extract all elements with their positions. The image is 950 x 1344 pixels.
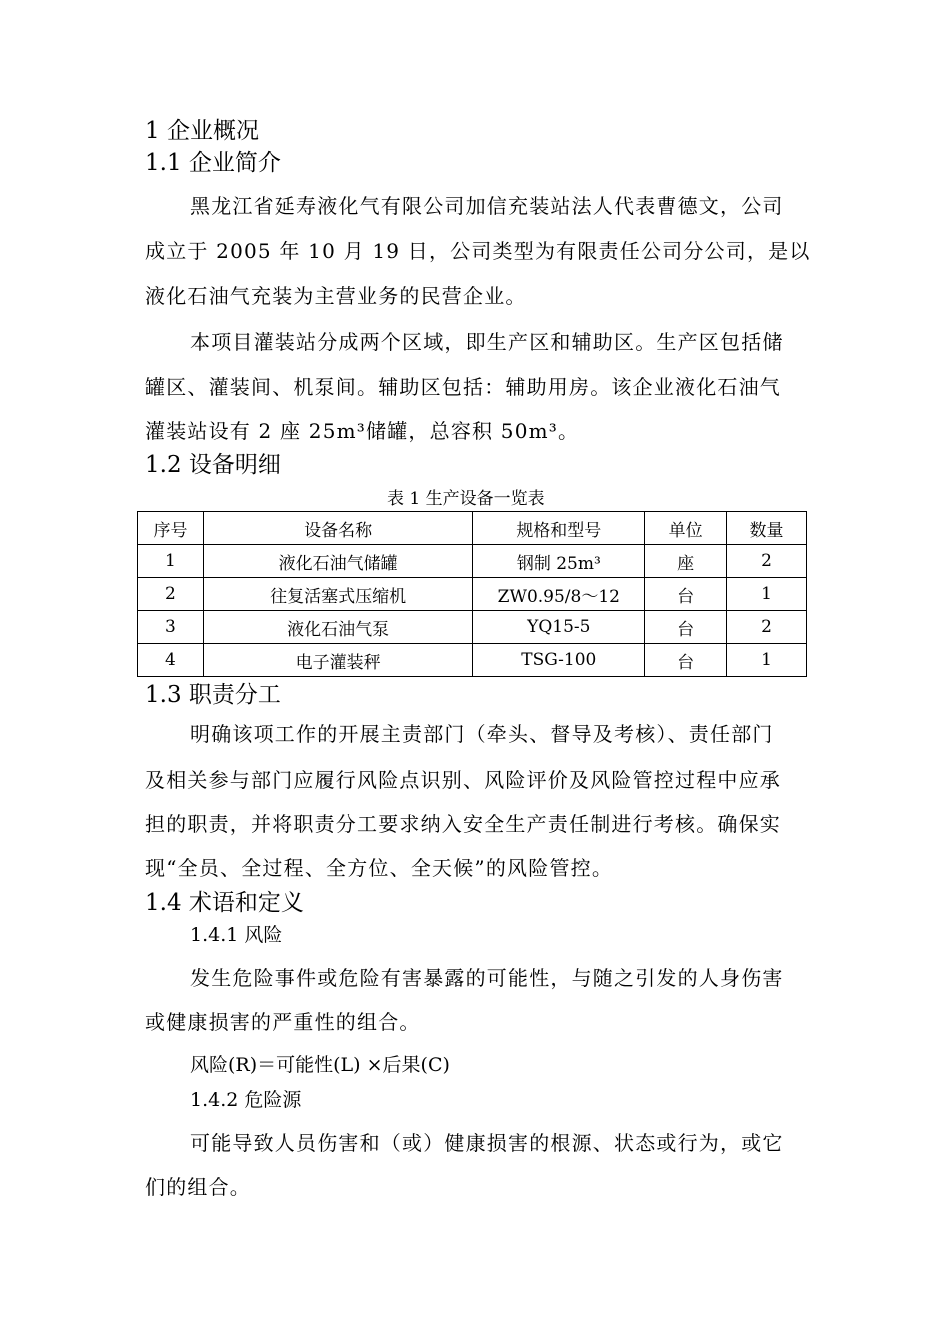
table-cell: ZW0.95/8～12 (473, 578, 645, 611)
table-cell: 电子灌装秤 (203, 644, 473, 677)
column-header: 设备名称 (203, 512, 473, 545)
column-header: 规格和型号 (473, 512, 645, 545)
table-cell: 3 (138, 611, 204, 644)
section-1-4-title: 1.4 术语和定义 (145, 890, 304, 916)
table-row (138, 611, 807, 644)
table-header-row (138, 512, 807, 545)
table-row (138, 545, 807, 578)
table-cell: 1 (727, 644, 807, 677)
paragraph-line: 可能导致人员伤害和（或）健康损害的根源、状态或行为，或它 (190, 1131, 784, 1155)
table-cell: 钢制 25m³ (473, 545, 645, 578)
paragraph-line: 黑龙江省延寿液化气有限公司加信充装站法人代表曹德文，公司 (190, 194, 784, 218)
table-cell: 座 (645, 545, 727, 578)
table-row (138, 644, 807, 677)
section-1-1-title: 1.1 企业简介 (145, 150, 281, 176)
table-cell: 台 (645, 644, 727, 677)
table-cell: 4 (138, 644, 204, 677)
section-1-title: 1 企业概况 (145, 118, 259, 144)
table-cell: 2 (727, 545, 807, 578)
column-header: 单位 (645, 512, 727, 545)
paragraph-line: 明确该项工作的开展主责部门（牵头、督导及考核）、责任部门 (190, 722, 774, 746)
paragraph-line: 或健康损害的严重性的组合。 (145, 1010, 421, 1034)
paragraph-line: 罐区、灌装间、机泵间。辅助区包括：辅助用房。该企业液化石油气 (145, 375, 781, 399)
section-1-2-title: 1.2 设备明细 (145, 452, 281, 478)
table-cell: 台 (645, 578, 727, 611)
paragraph-line: 本项目灌装站分成两个区域，即生产区和辅助区。生产区包括储 (190, 330, 784, 354)
table-cell: YQ15-5 (473, 611, 645, 644)
risk-formula: 风险(R)＝可能性(L) ×后果(C) (190, 1054, 450, 1076)
table-cell: 2 (138, 578, 204, 611)
table-cell: 1 (138, 545, 204, 578)
paragraph-line: 及相关参与部门应履行风险点识别、风险评价及风险管控过程中应承 (145, 768, 781, 792)
column-header: 序号 (138, 512, 204, 545)
paragraph-line: 担的职责，并将职责分工要求纳入安全生产责任制进行考核。确保实 (145, 812, 781, 836)
paragraph-line: 灌装站设有 2 座 25m³储罐，总容积 50m³。 (145, 419, 580, 443)
table-cell: 往复活塞式压缩机 (203, 578, 473, 611)
table-caption: 表 1 生产设备一览表 (387, 489, 545, 509)
table-cell: TSG-100 (473, 644, 645, 677)
table-cell: 台 (645, 611, 727, 644)
paragraph-line: 现“全员、全过程、全方位、全天候”的风险管控。 (145, 856, 614, 880)
paragraph-line: 液化石油气充装为主营业务的民营企业。 (145, 284, 527, 308)
table-cell: 液化石油气泵 (203, 611, 473, 644)
paragraph-line: 发生危险事件或危险有害暴露的可能性，与随之引发的人身伤害 (190, 966, 784, 990)
subsection-1-4-1-title: 1.4.1 风险 (190, 924, 283, 946)
table-cell: 液化石油气储罐 (203, 545, 473, 578)
paragraph-line: 们的组合。 (145, 1175, 251, 1199)
section-1-3-title: 1.3 职责分工 (145, 682, 281, 708)
table-cell: 2 (727, 611, 807, 644)
table-cell: 1 (727, 578, 807, 611)
column-header: 数量 (727, 512, 807, 545)
table-row (138, 578, 807, 611)
paragraph-line: 成立于 2005 年 10 月 19 日，公司类型为有限责任公司分公司，是以 (145, 239, 811, 263)
equipment-table (137, 511, 807, 677)
subsection-1-4-2-title: 1.4.2 危险源 (190, 1089, 302, 1111)
